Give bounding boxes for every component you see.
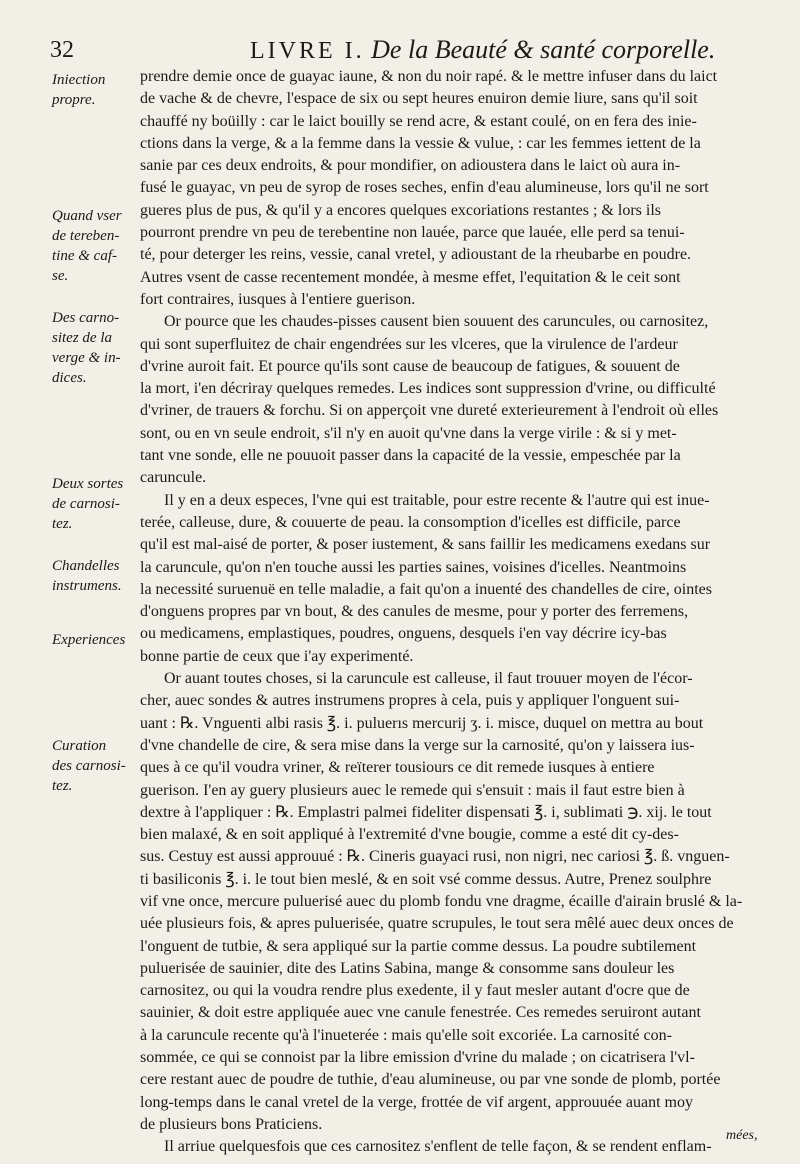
paragraph: Or pource que les chaudes-pisses causent bien souuent des caruncules, ou carnositez, qui sont superfluitez de chair engendrées sur les vlceres, que la virulence de l'ardeur d'vrine auroit fait. Et pource qu'ils sont cause de beaucoup de fatigues, & souuent de la mort, i'en décriray quelques remedes. Les indices sont suppression d'vrine, ou difficulté d'vriner, de trauers & forchu. Si on apperçoit vne dureté exterieurement à l'endroit où elles sont, ou en vn seule endroit, s'il n'y en auoit qu'vne dans la verge virile : & si y met- tant vne sonde, elle ne pouuoit passer dans la capacité de la vessie, empeschée par la caruncule.: [140, 313, 719, 487]
margin-note: Des carno- sitez de la verge & in- dices.: [52, 310, 121, 386]
paragraph: Il y en a deux especes, l'vne qui est traitable, pour estre recente & l'autre qui est inue- terée, calleuse, dure, & couuerte de peau. la consomption d'icelles est difficile, parce qu'il est mal-aisé de porter, & poser iustement, & sans faillir les medicamens exedans sur la caruncule, qu'on n'en touche aussi les parties saines, voisines d'icelles. Neantmoins la necessité suruenuë en telle maladie, a fait qu'on a inuenté des chandelles de cire, ointes d'onguens propres par vn bout, & des canules de mesme, pour y porter des ferremens, ou medicamens, emplastiques, poudres, onguens, desquels i'en vay décrire icy-bas bonne partie de ceux que i'ay experimenté.: [140, 491, 712, 665]
margin-note: Iniection propre.: [52, 72, 106, 108]
running-head: [250, 32, 715, 69]
paragraph: Il arriue quelquesfois que ces carnositez s'enflent de telle façon, & se rendent enflam-: [164, 1138, 712, 1156]
page-number: 32: [50, 37, 74, 63]
paragraph: prendre demie once de guayac iaune, & non du noir rapé. & le mettre infuser dans du laict de vache & de chevre, l'espace de six ou sept heures enuiron demie liure, sans qu'il soit chauffé ny boüilly : car le laict bouilly se rend acre, & estant coulé, on en fera des inie- ctions dans la verge, & a la femme dans la vessie & vulue, : car les femmes iettent de la sanie par ces deux endroits, & pour mondifier, on adioustera dans le laict où aura in- fusé le guayac, vn peu de syrop de roses seches, enfin d'eau alumineuse, lors qu'il ne sort gueres plus de pus, & qu'il y a encores quelques excoriations restantes ; & lors ils pourront prendre vn peu de terebentine non lauée, parce que lauée, elle perd sa tenui- té, pour deterger les reins, vessie, canal vretel, y adioustant de la rheubarbe en poudre. Autres vsent de casse recentement mondée, à mesme effet, l'equitation & le ceit sont fort contraires, iusques à l'entiere guerison.: [140, 68, 718, 308]
margin-note: Curation des carnosi- tez.: [52, 738, 126, 794]
running-title: De la Beauté & santé corporelle.: [371, 35, 716, 64]
paragraph: Or auant toutes choses, si la caruncule est calleuse, il faut trouuer moyen de l'écor- cher, auec sondes & autres instrumens propres à cela, puis y appliquer l'onguent sui- uant : ℞. Vnguenti albi rasis ℥. i. puluerıs mercurij ʒ. i. misce, duquel on mettra au bout d'vne chandelle de cire, & sera mise dans la verge sur la carnosité, qu'on y laissera ius- ques à ce qu'il voudra vriner, & reïterer tousiours ce dit remede iusques à entiere guerison. I'en ay guery plusieurs auec le remede qui s'ensuit : mais il faut estre bien à dextre à l'appliquer : ℞. Emplastri palmei fideliter dispensati ℥. i, sublimati ℈. xij. le tout bien malaxé, & en soit appliqué à l'extremité d'vne bougie, comme a esté dit cy-des- sus. Cestuy est aussi approuué : ℞. Cineris guayaci rusi, non nigri, nec cariosi ℥. ß. vnguen- ti basiliconis ℥. i. le tout bien meslé, & en soit vsé comme dessus. Autre, Prenez soulphre vif vne once, mercure puluerisé auec du plomb fondu vne dragme, écaille d'airain bruslé & la- uée plusieurs fois, & apres puluerisée, quatre scrupules, le tout sera mêlé auec deux onces de l'onguent de tutbie, & sera appliqué sur la partie comme dessus. La poudre subtilement puluerisée de sauinier, dite des Latins Sabina, mange & consomme sans douleur les carnositez, ou qui la voudra rendre plus exedente, il y faut mesler autant d'ocre que de sauinier, & doit estre appliquée auec vne canule fenestrée. Ces remedes seruiront autant à la caruncule recente qu'à l'inueterée : mais qu'elle soit excoriée. La carnosité con- sommée, ce qui se connoist par la libre emission d'vrine du malade ; on cicatrisera l'vl- cere restant auec de poudre de tuthie, d'eau alumineuse, ou par vne sonde de plomb, portée long-temps dans le canal vretel de la verge, frottée de vif argent, approuuée auant moy de plusieurs bons Praticiens.: [140, 670, 743, 1133]
margin-note: Chandelles instrumens.: [52, 558, 122, 594]
margin-note: Deux sortes de carnosi- tez.: [52, 476, 124, 532]
main-text: [140, 66, 768, 1159]
catchword: mées,: [726, 1128, 758, 1143]
book-label: LIVRE I.: [250, 38, 365, 64]
page-header: [50, 32, 770, 68]
margin-note: Experiences: [52, 632, 126, 648]
margin-note: Quand vser de tereben- tine & caf- se.: [52, 208, 122, 284]
